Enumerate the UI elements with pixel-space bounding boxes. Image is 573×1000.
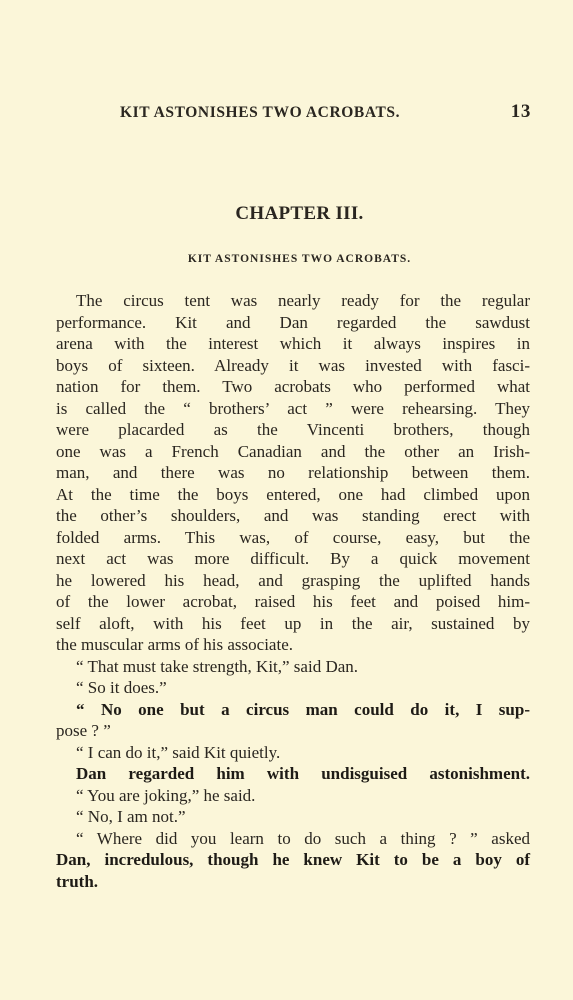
chapter-title: CHAPTER III. <box>235 203 364 224</box>
text-line: folded arms. This was, of course, easy, but the <box>56 527 530 547</box>
text-line: “ Where did you learn to do such a thing ? ” asked <box>76 828 530 848</box>
text-line: “ So it does.” <box>76 678 167 697</box>
page-body-text <box>56 290 530 892</box>
text-line: the muscular arms of his associate. <box>56 635 293 654</box>
text-line: nation for them. Two acrobats who performed what <box>56 377 530 396</box>
running-title: KIT ASTONISHES TWO ACROBATS. <box>120 104 401 121</box>
text-line: “ That must take strength, Kit,” said Dan. <box>76 656 359 676</box>
text-line: is called the “ brothers’ act ” were rehearsing. They <box>56 398 530 418</box>
text-line: man, and there was no relationship between them. <box>56 463 530 482</box>
running-header <box>120 101 531 123</box>
text-line: performance. Kit and Dan regarded the sawdust <box>56 312 530 332</box>
text-line: “ You are joking,” he said. <box>76 785 256 805</box>
text-line: he lowered his head, and grasping the uplifted hands <box>56 570 530 590</box>
page-number: 13 <box>510 101 531 122</box>
text-line: the other’s shoulders, and was standing erect with <box>56 506 530 525</box>
text-line: were placarded as the Vincenti brothers, though <box>56 420 530 439</box>
text-line: next act was more difficult. By a quick movement <box>56 549 530 568</box>
text-line: The circus tent was nearly ready for the regular <box>76 291 530 310</box>
text-line: truth. <box>56 871 99 891</box>
text-line: At the time the boys entered, one had climbed upon <box>56 484 530 504</box>
text-line: one was a French Canadian and the other an Irish- <box>56 441 530 461</box>
text-line: pose ? ” <box>56 721 111 740</box>
text-line: “ No, I am not.” <box>76 807 186 826</box>
text-line: arena with the interest which it always inspires in <box>56 334 530 353</box>
text-line: “ No one but a circus man could do it, I sup- <box>76 699 530 719</box>
text-line: boys of sixteen. Already it was invested with fasci- <box>56 355 530 375</box>
chapter-subtitle: KIT ASTONISHES TWO ACROBATS. <box>187 253 412 265</box>
text-line: Dan, incredulous, though he knew Kit to be a boy of <box>56 850 530 869</box>
text-line: Dan regarded him with undisguised astonishment. <box>76 764 530 783</box>
text-line: “ I can do it,” said Kit quietly. <box>76 742 281 762</box>
text-line: self aloft, with his feet up in the air, sustained by <box>56 613 530 633</box>
text-line: of the lower acrobat, raised his feet and poised him- <box>56 592 530 611</box>
